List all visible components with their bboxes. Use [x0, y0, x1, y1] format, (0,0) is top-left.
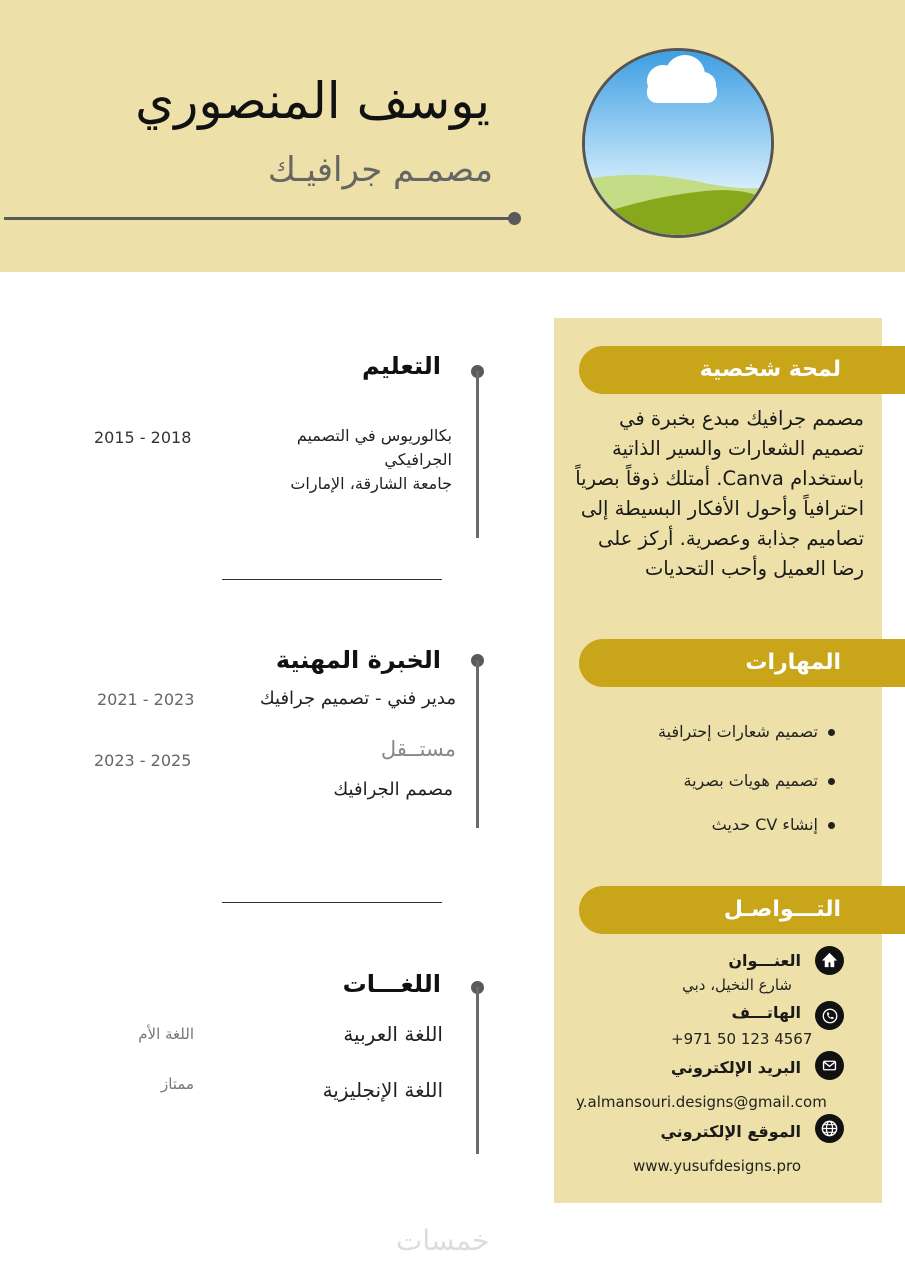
skill-item: تصميم هويات بصرية: [683, 771, 835, 790]
phone-value: +971 50 123 4567: [671, 1030, 813, 1048]
skills-heading: المهارات: [579, 639, 905, 687]
profile-photo: [582, 48, 774, 238]
degree-line-1: بكالوريوس في التصميم: [296, 426, 452, 445]
skill-item: إنشاء CV حديث: [712, 815, 835, 834]
website-label: الموقع الإلكتروني: [660, 1122, 801, 1141]
timeline-line: [476, 660, 479, 828]
header-band: [0, 0, 905, 272]
bullet-icon: [828, 778, 835, 785]
job2-type: مستــقل: [380, 737, 456, 761]
bullet-icon: [828, 729, 835, 736]
phone-label: الهاتـــف: [731, 1003, 801, 1022]
job2-title: مصمم الجرافيك: [333, 779, 453, 800]
profile-heading: لمحة شخصية: [579, 346, 905, 394]
home-icon: [815, 946, 844, 975]
degree-line-2: الجرافيكي: [384, 450, 452, 469]
address-label: العنـــوان: [728, 951, 801, 970]
language-arabic-level: اللغة الأم: [138, 1025, 194, 1043]
job1-title: مدير فني - تصميم جرافيك: [259, 688, 456, 709]
person-name: يوسف المنصوري: [135, 72, 490, 130]
timeline-line: [476, 371, 479, 538]
language-arabic: اللغة العربية: [343, 1022, 443, 1046]
mail-icon: [815, 1051, 844, 1080]
phone-icon: [815, 1001, 844, 1030]
bullet-icon: [828, 822, 835, 829]
languages-heading: اللغـــات: [342, 970, 441, 998]
header-divider: [4, 217, 514, 220]
skill-item: تصميم شعارات إحترافية: [658, 722, 835, 741]
email-value[interactable]: y.almansouri.designs@gmail.com: [576, 1093, 827, 1111]
person-role: مصمـم جرافيـك: [267, 150, 493, 190]
profile-text: مصمم جرافيك مبدع بخبرة في تصميم الشعارات والسير الذاتية باستخدام Canva. أمتلك ذوقاً بصرياً احترافياً وأحول الأفكار البسيطة إلى تصاميم جذابة وعصرية. أركز على رضا العميل وأحب التحديات: [575, 407, 864, 580]
landscape-icon: [585, 51, 771, 235]
timeline-line: [476, 987, 479, 1154]
website-value[interactable]: www.yusufdesigns.pro: [633, 1157, 802, 1175]
job2-years: 2023 - 2025: [94, 751, 192, 770]
address-value: شارع النخيل، دبي: [682, 976, 792, 994]
experience-heading: الخبرة المهنية: [275, 646, 441, 674]
section-divider: [222, 579, 442, 580]
email-label: البريد الإلكتروني: [670, 1058, 801, 1077]
education-heading: التعليم: [362, 352, 441, 380]
job1-years: 2021 - 2023: [97, 690, 195, 709]
language-english-level: ممتاز: [160, 1075, 194, 1093]
header-divider-dot: [508, 212, 521, 225]
section-divider: [222, 902, 442, 903]
language-english: اللغة الإنجليزية: [322, 1078, 443, 1102]
education-entry: [290, 424, 452, 496]
contact-heading: التـــواصـل: [579, 886, 905, 934]
education-years: 2015 - 2018: [94, 428, 192, 447]
watermark: خمسات: [396, 1224, 490, 1257]
university: جامعة الشارقة، الإمارات: [290, 474, 452, 493]
globe-icon: [815, 1114, 844, 1143]
